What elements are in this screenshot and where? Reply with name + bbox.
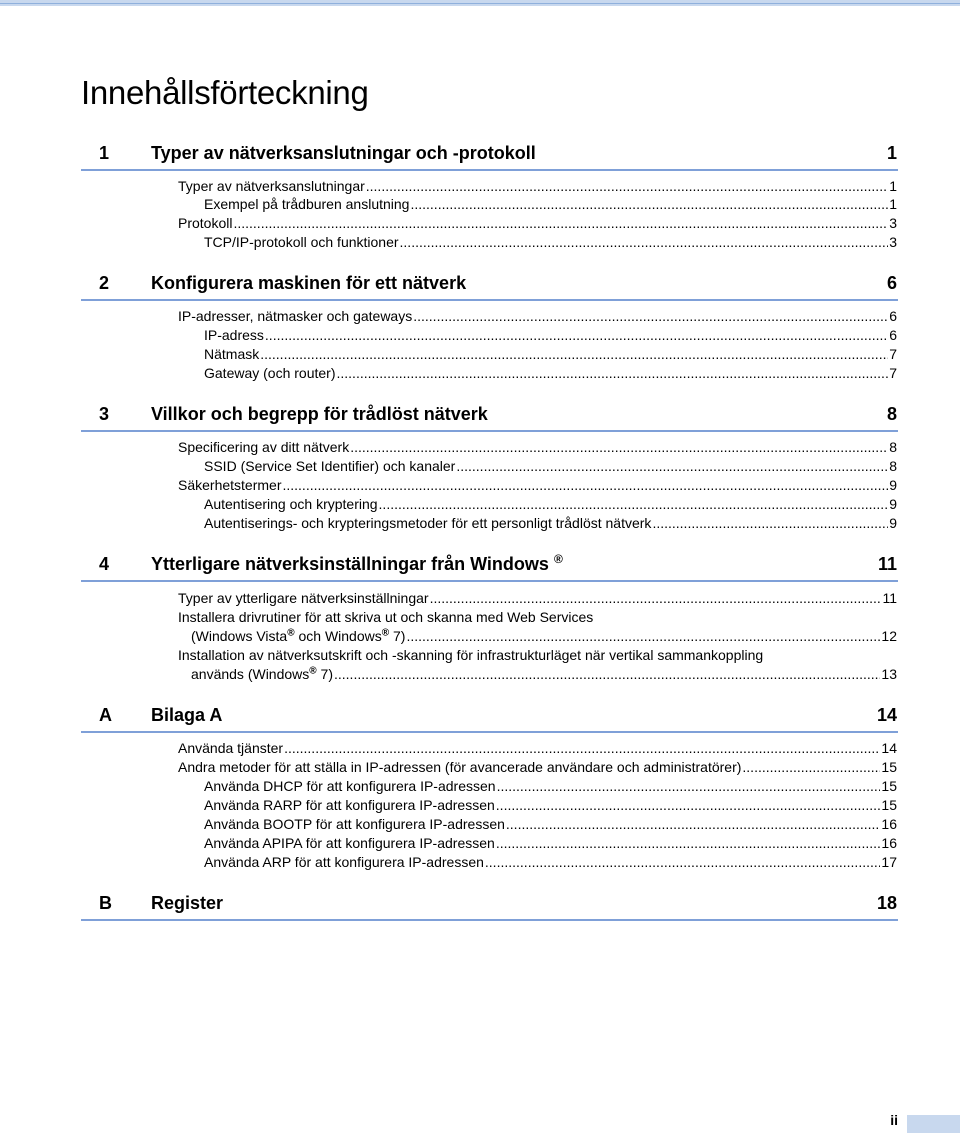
toc-entry-page: 14 bbox=[881, 740, 897, 756]
dot-leader bbox=[265, 326, 888, 344]
toc-entry-page: 9 bbox=[889, 496, 897, 512]
toc-entry[interactable] bbox=[204, 815, 897, 833]
toc-entry-page: 12 bbox=[881, 628, 897, 644]
toc-entry-text: Nätmask bbox=[204, 346, 260, 362]
chapter-heading-a[interactable] bbox=[81, 705, 898, 733]
footer-bar bbox=[907, 1115, 960, 1133]
toc-entry-text: Exempel på trådburen anslutning bbox=[204, 196, 410, 212]
dot-leader bbox=[413, 307, 888, 325]
toc-entry-page: 8 bbox=[889, 439, 897, 455]
dot-leader bbox=[260, 345, 888, 363]
dot-leader bbox=[282, 476, 888, 494]
toc-entry-page: 3 bbox=[889, 215, 897, 231]
toc-entry[interactable] bbox=[204, 364, 897, 382]
chapter-page: 6 bbox=[886, 273, 897, 293]
chapter-title: Villkor och begrepp för trådlöst nätverk bbox=[151, 404, 488, 424]
chapter-number: A bbox=[99, 705, 112, 725]
dot-leader bbox=[334, 665, 880, 683]
chapter-page: 11 bbox=[877, 554, 897, 574]
toc-entry-text: Typer av nätverksanslutningar bbox=[178, 178, 365, 194]
toc-entry-text: Använda APIPA för att konfigurera IP-adressen bbox=[204, 835, 495, 851]
dot-leader bbox=[506, 815, 881, 833]
toc-entry-page: 17 bbox=[881, 854, 897, 870]
toc-entry[interactable] bbox=[178, 476, 897, 494]
dot-leader bbox=[496, 834, 881, 852]
toc-entry[interactable] bbox=[204, 777, 897, 795]
chapter-title: Register bbox=[151, 893, 224, 913]
toc-entry[interactable] bbox=[191, 665, 897, 683]
toc-entry-page: 7 bbox=[889, 365, 897, 381]
toc-entry[interactable] bbox=[204, 345, 897, 363]
toc-entry-text-line1[interactable]: Installera drivrutiner för att skriva ut och skanna med Web Services bbox=[178, 609, 594, 625]
toc-entry-text: Protokoll bbox=[178, 215, 233, 231]
dot-leader bbox=[284, 739, 880, 757]
toc-entry-page: 6 bbox=[889, 327, 897, 343]
toc-entry[interactable] bbox=[178, 307, 897, 325]
chapter-number: B bbox=[99, 893, 112, 913]
toc-entry[interactable] bbox=[178, 758, 897, 776]
chapter-heading-2[interactable] bbox=[81, 273, 898, 301]
toc-entry-text: Specificering av ditt nätverk bbox=[178, 439, 350, 455]
dot-leader bbox=[400, 233, 889, 251]
dot-leader bbox=[233, 214, 888, 232]
toc-entry-text: IP-adress bbox=[204, 327, 264, 343]
dot-leader bbox=[456, 457, 888, 475]
toc-entry-text: Andra metoder för att ställa in IP-adressen (för avancerade användare och administratörer) bbox=[178, 759, 742, 775]
toc-entry[interactable] bbox=[178, 214, 897, 232]
page-title: Innehållsförteckning bbox=[81, 74, 369, 111]
chapter-page: 18 bbox=[876, 893, 897, 913]
dot-leader bbox=[742, 758, 880, 776]
toc-entry[interactable] bbox=[204, 834, 897, 852]
chapter-title: Ytterligare nätverksinställningar från Windows ® bbox=[151, 552, 563, 574]
toc-entry-text: SSID (Service Set Identifier) och kanaler bbox=[204, 458, 456, 474]
toc-entry-text: Säkerhetstermer bbox=[178, 477, 282, 493]
chapter-page: 14 bbox=[876, 705, 897, 725]
toc-entry-page: 7 bbox=[889, 346, 897, 362]
chapter-heading-3[interactable] bbox=[81, 404, 898, 432]
toc-entry-text: Använda DHCP för att konfigurera IP-adressen bbox=[204, 778, 496, 794]
dot-leader bbox=[337, 364, 889, 382]
toc-entry-text-line1[interactable]: Installation av nätverksutskrift och -skanning för infrastrukturläget när vertikal sammankoppling bbox=[178, 647, 764, 663]
dot-leader bbox=[350, 438, 888, 456]
toc-entry[interactable] bbox=[178, 739, 897, 757]
toc-entry[interactable] bbox=[204, 195, 897, 213]
toc-entry-page: 1 bbox=[889, 178, 897, 194]
chapter-heading-4[interactable] bbox=[81, 554, 898, 582]
toc-entry-page: 11 bbox=[882, 590, 897, 606]
toc-entry[interactable] bbox=[204, 514, 897, 532]
toc-entry-page: 15 bbox=[881, 797, 897, 813]
toc-entry-text: IP-adresser, nätmasker och gateways bbox=[178, 308, 413, 324]
toc-entry-page: 1 bbox=[889, 196, 897, 212]
toc-entry-text: Använda BOOTP för att konfigurera IP-adressen bbox=[204, 816, 505, 832]
toc-entry[interactable] bbox=[204, 495, 897, 513]
toc-entry[interactable] bbox=[178, 438, 897, 456]
dot-leader bbox=[366, 177, 888, 195]
toc-entry-page: 16 bbox=[881, 816, 897, 832]
toc-entry[interactable] bbox=[204, 853, 897, 871]
dot-leader bbox=[497, 777, 881, 795]
toc-entry-page: 3 bbox=[889, 234, 897, 250]
toc-entry[interactable] bbox=[191, 627, 897, 645]
chapter-title: Bilaga A bbox=[151, 705, 223, 725]
dot-leader bbox=[430, 589, 882, 607]
chapter-number: 2 bbox=[99, 273, 110, 293]
toc-entry[interactable] bbox=[204, 796, 897, 814]
chapter-page: 8 bbox=[886, 404, 897, 424]
registered-mark: ® bbox=[553, 552, 563, 566]
dot-leader bbox=[496, 796, 881, 814]
toc-entry-page: 9 bbox=[889, 515, 897, 531]
chapter-page: 1 bbox=[886, 143, 897, 163]
toc-entry-page: 15 bbox=[881, 759, 897, 775]
dot-leader bbox=[379, 495, 889, 513]
toc-entry-page: 9 bbox=[889, 477, 897, 493]
toc-entry-page: 8 bbox=[889, 458, 897, 474]
chapter-number: 3 bbox=[99, 404, 110, 424]
toc-entry-page: 6 bbox=[889, 308, 897, 324]
toc-entry[interactable] bbox=[204, 326, 897, 344]
toc-entry-page: 16 bbox=[881, 835, 897, 851]
chapter-number: 4 bbox=[99, 554, 110, 574]
chapter-title: Konfigurera maskinen för ett nätverk bbox=[151, 273, 467, 293]
toc-entry-text: Använda RARP för att konfigurera IP-adressen bbox=[204, 797, 495, 813]
toc-entry-text-line2: (Windows Vista® och Windows® 7) bbox=[191, 627, 406, 644]
toc-entry-text: Använda ARP för att konfigurera IP-adressen bbox=[204, 854, 484, 870]
toc-entry[interactable] bbox=[204, 233, 897, 251]
toc-entry[interactable] bbox=[204, 457, 897, 475]
toc-entry-page: 13 bbox=[881, 666, 897, 682]
toc-entry-text: TCP/IP-protokoll och funktioner bbox=[204, 234, 399, 250]
dot-leader bbox=[652, 514, 888, 532]
toc-entry-text: Autentiserings- och krypteringsmetoder för ett personligt trådlöst nätverk bbox=[204, 515, 652, 531]
toc-entry[interactable] bbox=[178, 589, 897, 607]
toc-entry-text: Typer av ytterligare nätverksinställningar bbox=[178, 590, 429, 606]
chapter-number: 1 bbox=[99, 143, 110, 163]
footer-page-number: ii bbox=[890, 1112, 898, 1128]
toc-entry-text: Använda tjänster bbox=[178, 740, 284, 756]
toc-entry-text-line2: används (Windows® 7) bbox=[191, 665, 333, 682]
toc-entry[interactable] bbox=[178, 177, 897, 195]
chapter-heading-b[interactable] bbox=[81, 893, 898, 921]
toc-entry-text: Autentisering och kryptering bbox=[204, 496, 378, 512]
toc-entry-text: Gateway (och router) bbox=[204, 365, 336, 381]
chapter-heading-1[interactable] bbox=[81, 143, 898, 171]
chapter-title: Typer av nätverksanslutningar och -protokoll bbox=[151, 143, 536, 163]
dot-leader bbox=[406, 627, 880, 645]
dot-leader bbox=[410, 195, 888, 213]
toc-entry-page: 15 bbox=[881, 778, 897, 794]
top-rule-line bbox=[0, 3, 960, 4]
dot-leader bbox=[485, 853, 881, 871]
